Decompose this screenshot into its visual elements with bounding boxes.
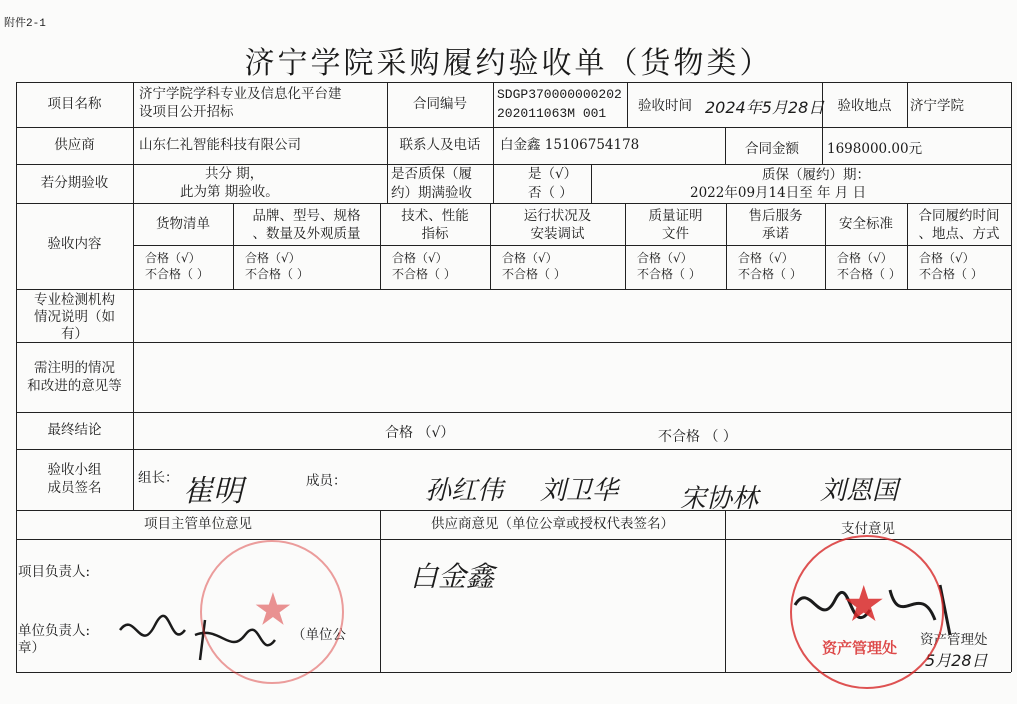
content-header: 、地点、方式 [918, 226, 1000, 242]
content-result: 合格（√） [502, 251, 558, 265]
member-signature: 刘卫华 [540, 476, 619, 506]
content-label: 验收内容 [47, 236, 102, 252]
content-result: 合格（√） [919, 251, 975, 265]
content-header: 质量证明 [648, 208, 703, 224]
accept-place-label: 验收地点 [837, 98, 892, 114]
supplier-value: 山东仁礼智能科技有限公司 [139, 137, 301, 153]
contract-no-label: 合同编号 [413, 96, 467, 112]
document-title: 济宁学院采购履约验收单（货物类） [244, 46, 773, 81]
conclusion-pass: 合格 （√） [385, 425, 455, 441]
content-header: 承诺 [762, 226, 789, 242]
leader-signature: 崔明 [183, 474, 243, 509]
member-signature: 刘恩国 [820, 476, 899, 506]
member-signature: 宋协林 [680, 484, 759, 514]
accept-place-value: 济宁学院 [910, 98, 964, 114]
warranty-period-line1: 质保（履约）期： [762, 167, 870, 183]
notes-label-line: 需注明的情况 [34, 360, 115, 376]
project-name-label: 项目名称 [47, 96, 102, 112]
content-result: 合格（√） [245, 251, 301, 265]
supplier-signature: 白金鑫 [410, 560, 495, 593]
content-result: 不合格（ ） [245, 267, 309, 281]
project-name-value-line1: 济宁学院学科专业及信息化平台建 [139, 86, 342, 102]
content-header: 品牌、型号、规格 [252, 208, 361, 224]
content-header: 、数量及外观质量 [252, 226, 361, 242]
notes-label-line: 和改进的意见等 [27, 378, 122, 394]
contract-no-value-line2: 202011063M 001 [497, 106, 607, 121]
attachment-label: 附件2-1 [4, 18, 46, 30]
warranty-question-line2: 约）期满验收 [391, 185, 472, 201]
contact-value: 白金鑫 15106754178 [500, 137, 640, 153]
inspection-label-line: 专业检测机构 [34, 292, 115, 308]
content-header: 文件 [662, 226, 689, 242]
content-result: 合格（√） [837, 251, 893, 265]
payment-date: 5月28日 [925, 651, 988, 670]
amount-label: 合同金额 [745, 141, 799, 157]
unit-leader-label-cont: 章） [18, 640, 45, 656]
accept-time-value: 2024年5月28日 [705, 98, 825, 117]
conclusion-label: 最终结论 [47, 422, 102, 438]
group-label-line1: 验收小组 [47, 462, 102, 478]
warranty-no: 否（ ） [528, 185, 573, 201]
inspection-label-line: 情况说明（如 [34, 309, 115, 325]
content-result: 合格（√） [637, 251, 693, 265]
inspection-label-line: 有） [61, 326, 88, 342]
content-result: 不合格（ ） [637, 267, 701, 281]
installment-line1: 共分 期， [205, 166, 264, 182]
payment-opinion-header: 支付意见 [841, 521, 895, 537]
amount-value: 1698000.00元 [827, 141, 923, 157]
supplier-opinion-header: 供应商意见（单位公章或授权代表签名） [431, 516, 674, 532]
asset-office-seal [790, 535, 944, 689]
supplier-label: 供应商 [54, 137, 95, 153]
unit-seal-label: （单位公 [292, 627, 346, 643]
content-header: 安全标准 [839, 216, 893, 232]
dept-opinion-header: 项目主管单位意见 [144, 516, 252, 532]
project-leader-label: 项目负责人: [18, 564, 91, 580]
content-result: 不合格（ ） [502, 267, 566, 281]
content-result: 合格（√） [392, 251, 448, 265]
content-header: 运行状况及 [523, 208, 592, 224]
content-result: 不合格（ ） [919, 267, 983, 281]
warranty-question-line1: 是否质保（履 [391, 166, 472, 182]
content-result: 不合格（ ） [145, 267, 209, 281]
content-result: 合格（√） [145, 251, 201, 265]
project-dept-seal [200, 540, 344, 684]
content-result: 不合格（ ） [738, 267, 802, 281]
conclusion-fail: 不合格 （ ） [658, 429, 737, 445]
contract-no-value-line1: SDGP370000000202 [497, 87, 622, 102]
content-header: 指标 [421, 226, 449, 242]
payment-dept-label: 资产管理处 [920, 632, 988, 648]
content-header: 货物清单 [156, 216, 210, 232]
warranty-yes: 是（√） [528, 166, 578, 182]
group-label-line2: 成员签名 [47, 480, 102, 496]
content-result: 不合格（ ） [837, 267, 901, 281]
content-result: 不合格（ ） [392, 267, 456, 281]
seal-star-icon: ★ [255, 588, 291, 632]
members-label: 成员： [306, 473, 347, 489]
content-result: 合格（√） [738, 251, 794, 265]
seal-name: 资产管理处 [822, 640, 898, 657]
project-name-value-line2: 设项目公开招标 [139, 104, 234, 120]
leader-label: 组长： [138, 470, 179, 486]
accept-time-label: 验收时间 [638, 98, 692, 114]
member-signature: 孙红伟 [425, 476, 504, 506]
seal-star-icon: ★ [844, 580, 884, 629]
contact-label: 联系人及电话 [399, 137, 481, 153]
installment-line2: 此为第 期验收。 [180, 184, 279, 200]
unit-leader-label: 单位负责人: [18, 623, 91, 639]
warranty-period-line2: 2022年09月14日至 年 月 日 [690, 185, 867, 201]
content-header: 合同履约时间 [918, 208, 1000, 224]
content-header: 售后服务 [748, 208, 803, 224]
content-header: 技术、性能 [401, 208, 469, 224]
installment-label: 若分期验收 [40, 175, 109, 191]
content-header: 安装调试 [530, 226, 585, 242]
